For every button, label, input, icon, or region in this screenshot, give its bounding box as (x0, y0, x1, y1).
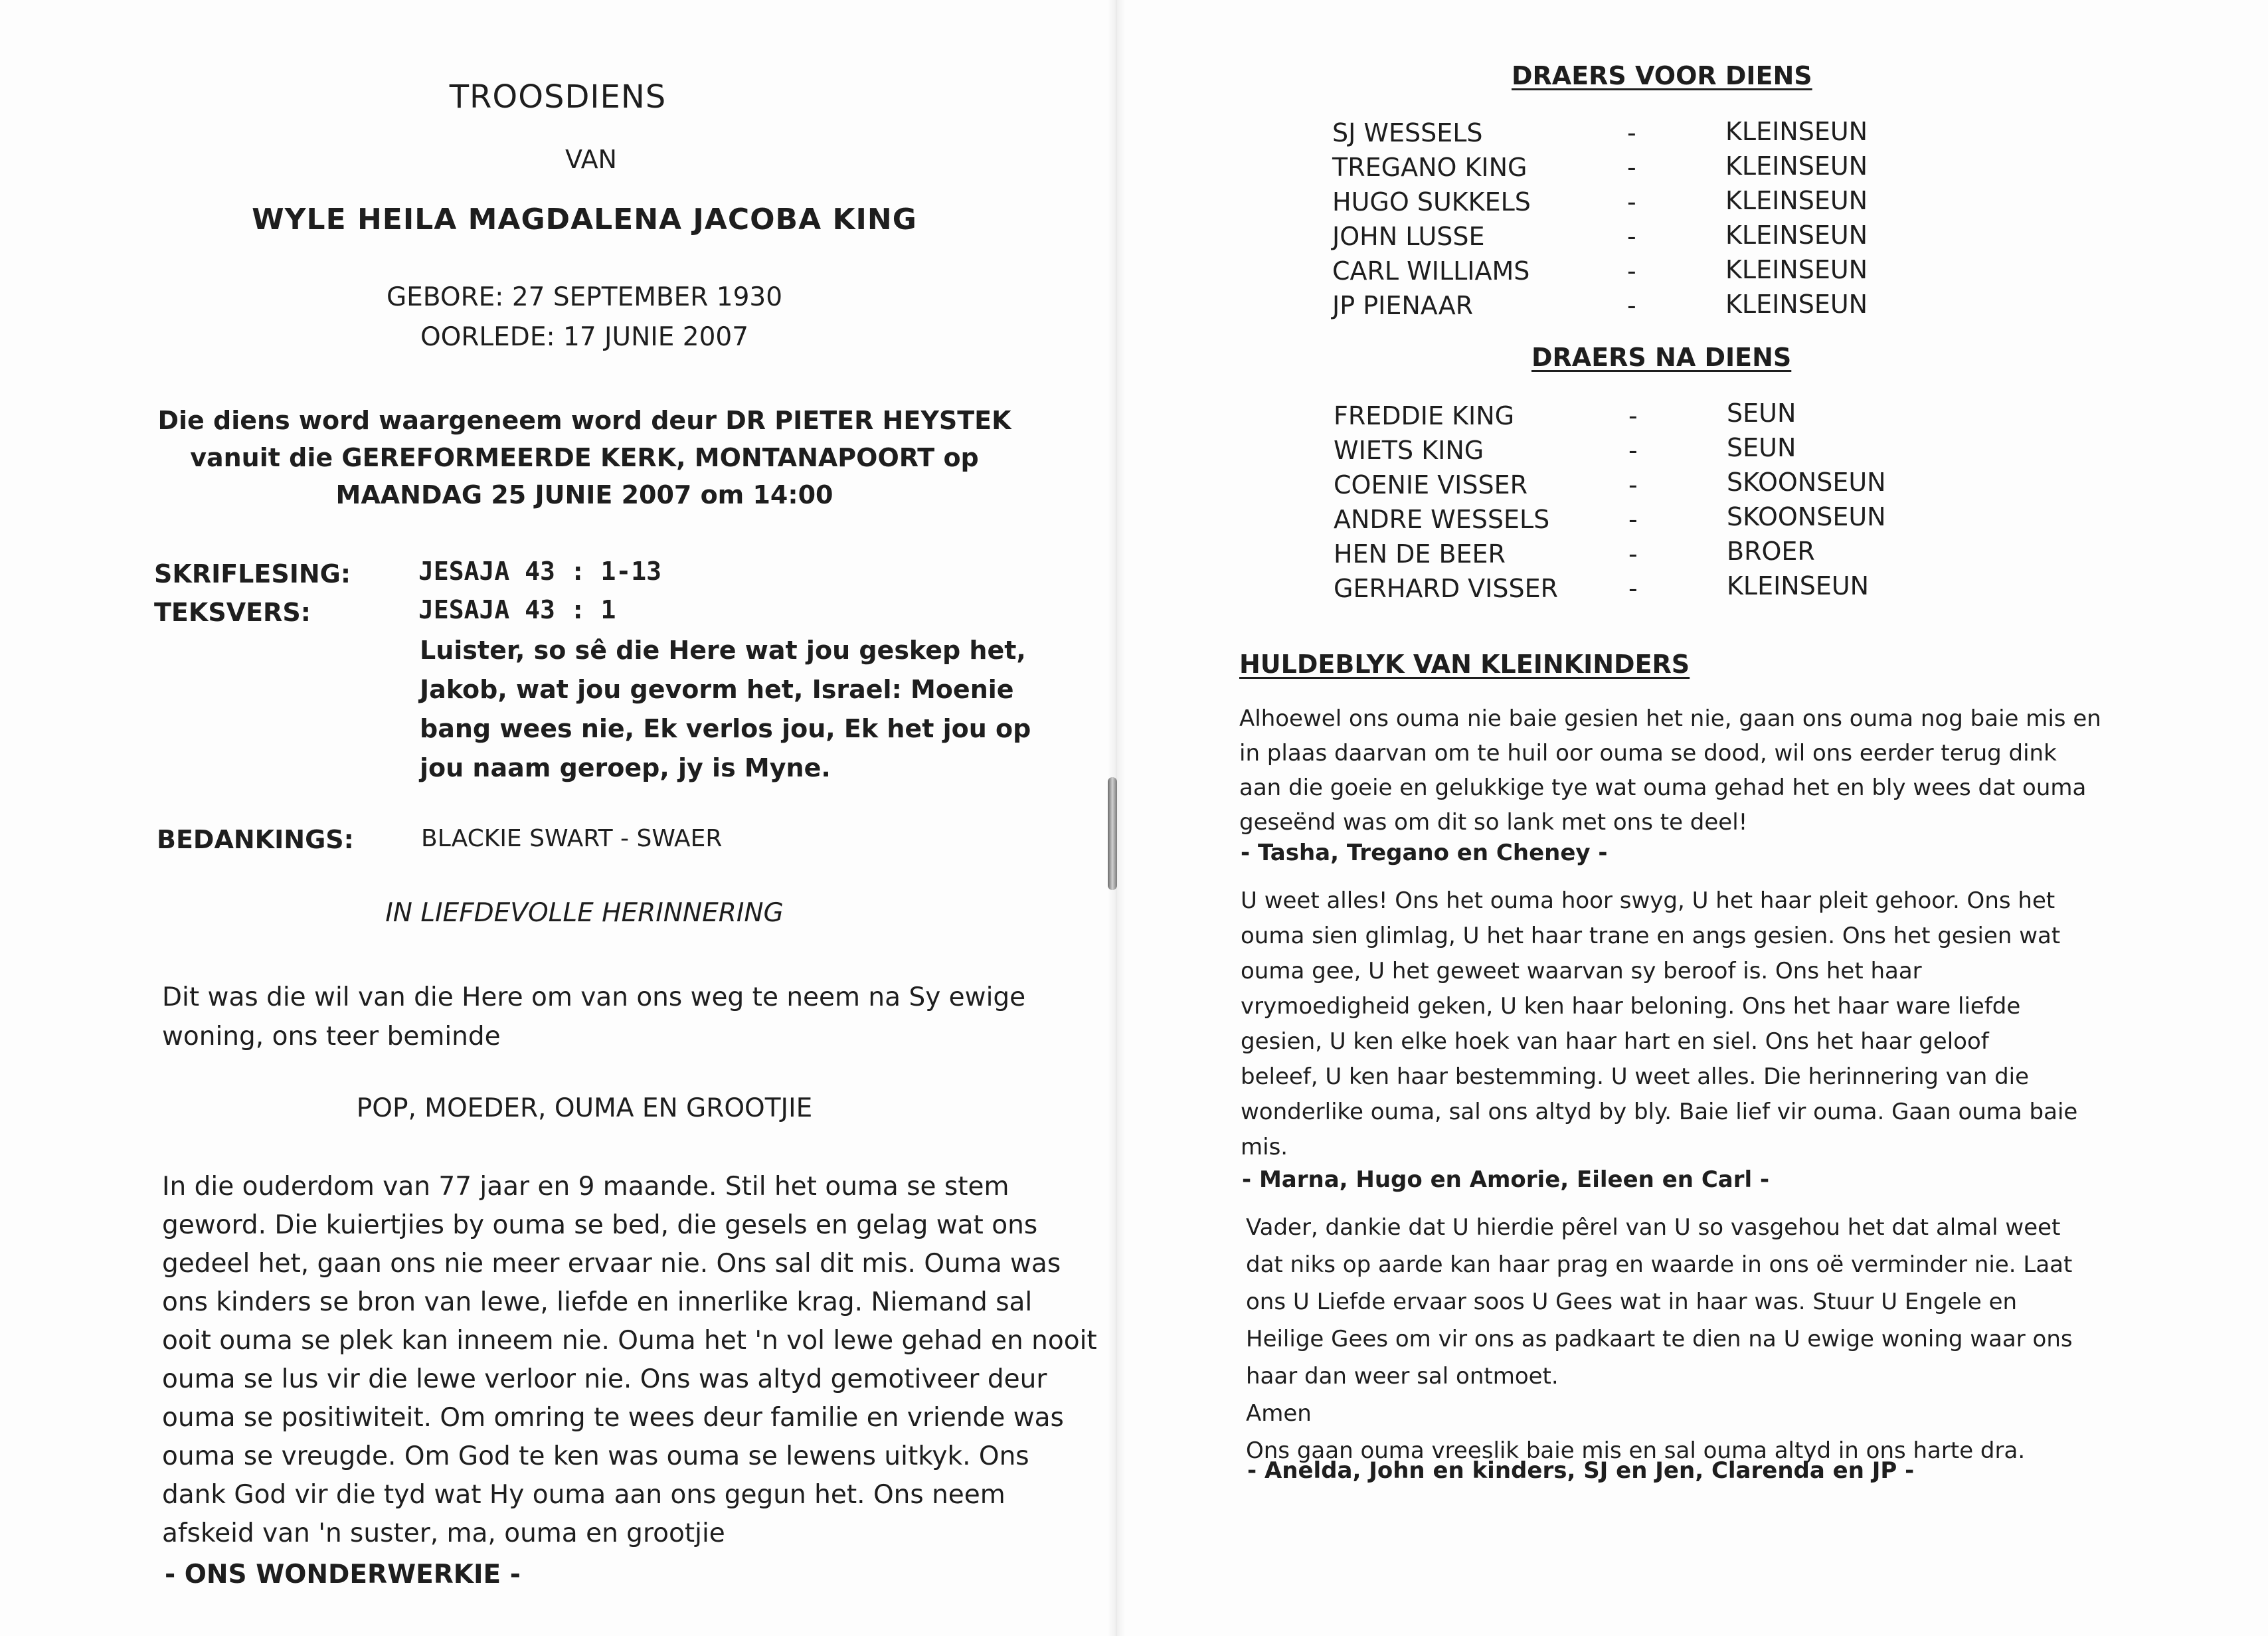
tribute-line: vrymoedigheid geken, U ken haar beloning. Ons het haar ware liefde (1241, 993, 2021, 1020)
deceased-name: WYLE HEILA MAGDALENA JACOBA KING (252, 203, 917, 236)
death-date: OORLEDE: 17 JUNIE 2007 (420, 322, 749, 352)
bearer-dash: - (1627, 187, 1636, 217)
right-page (1116, 0, 2268, 1636)
bearer-dash: - (1628, 401, 1638, 430)
bearer-relation: KLEINSEUN (1725, 186, 1868, 215)
skriflesing-label: SKRIFLESING: (154, 559, 351, 589)
body-line: gedeel het, gaan ons nie meer ervaar nie. Ons sal dit mis. Ouma was (162, 1249, 1061, 1279)
roles-heading: POP, MOEDER, OUMA EN GROOTJIE (356, 1093, 813, 1123)
tribute-line: Ons gaan ouma vreeslik baie mis en sal ouma altyd in ons harte dra. (1246, 1437, 2026, 1464)
bearers-after-heading: DRAERS NA DIENS (1531, 343, 1792, 372)
teksvers-label: TEKSVERS: (154, 598, 311, 627)
bearer-name: HEN DE BEER (1334, 539, 1506, 569)
bearer-relation: BROER (1727, 537, 1815, 566)
bearer-relation: KLEINSEUN (1725, 255, 1868, 284)
memory-heading: IN LIEFDEVOLLE HERINNERING (385, 898, 784, 928)
bearer-relation: KLEINSEUN (1725, 117, 1868, 146)
closing-line: - ONS WONDERWERKIE - (165, 1560, 521, 1590)
body-line: ouma se vreugde. Om God te ken was ouma se lewens uitkyk. Ons (162, 1441, 1029, 1471)
body-line: ouma se lus vir die lewe verloor nie. Ons was altyd gemotiveer deur (162, 1364, 1047, 1394)
birth-date: GEBORE: 27 SEPTEMBER 1930 (386, 282, 783, 312)
bearer-name: COENIE VISSER (1334, 470, 1528, 500)
service-line: vanuit die GEREFORMEERDE KERK, MONTANAPOORT op (190, 443, 979, 472)
bearer-dash: - (1628, 505, 1638, 534)
bearer-relation: KLEINSEUN (1725, 221, 1868, 250)
bearer-relation: SEUN (1727, 433, 1796, 462)
service-line: Die diens word waargeneem word deur DR PIETER HEYSTEK (157, 406, 1011, 435)
bearer-name: WIETS KING (1334, 436, 1484, 465)
tribute-line: beleef, U ken haar bestemming. U weet alles. Die herinnering van die (1241, 1063, 2030, 1090)
bearer-name: ANDRE WESSELS (1334, 505, 1550, 534)
tribute-1-signature: - Tasha, Tregano en Cheney - (1241, 840, 1608, 866)
bearer-name: GERHARD VISSER (1334, 574, 1559, 603)
tribute-line: Heilige Gees om vir ons as padkaart te dien na U ewige woning waar ons (1246, 1326, 2073, 1352)
left-page (0, 0, 1116, 1636)
body-line: dank God vir die tyd wat Hy ouma aan ons gegun het. Ons neem (162, 1480, 1005, 1510)
bearer-dash: - (1628, 539, 1638, 569)
tribute-line: ouma gee, U het geweet waarvan sy beroof is. Ons het haar (1241, 958, 1922, 984)
bearer-dash: - (1628, 470, 1638, 500)
bearer-dash: - (1627, 222, 1636, 251)
bearer-dash: - (1627, 256, 1636, 286)
tribute-line: wonderlike ouma, sal ons altyd by bly. Baie lief vir ouma. Gaan ouma baie (1241, 1099, 2078, 1125)
tribute-3 (1246, 1209, 2073, 1469)
body-line: geword. Die kuiertjies by ouma se bed, die gesels en gelag wat ons (162, 1210, 1038, 1240)
intro-line: Dit was die wil van die Here om van ons weg te neem na Sy ewige (162, 982, 1026, 1012)
tribute-line: Vader, dankie dat U hierdie pêrel van U so vasgehou het dat almal weet (1246, 1214, 2061, 1241)
bearers-before-heading: DRAERS VOOR DIENS (1512, 61, 1812, 90)
bearer-name: JOHN LUSSE (1332, 222, 1485, 251)
bearer-name: CARL WILLIAMS (1332, 256, 1530, 286)
body-line: ouma se positiwiteit. Om omring te wees deur familie en vriende was (162, 1403, 1064, 1433)
tribute-heading: HULDEBLYK VAN KLEINKINDERS (1239, 650, 1690, 679)
verse-line: Jakob, wat jou gevorm het, Israel: Moenie (420, 675, 1014, 704)
van-label: VAN (565, 145, 617, 174)
skriflesing-value: JESAJA 43 : 1-13 (418, 557, 662, 586)
service-line: MAANDAG 25 JUNIE 2007 om 14:00 (335, 480, 833, 509)
tribute-1 (1239, 701, 2101, 840)
body-line: afskeid van 'n suster, ma, ouma en grootjie (162, 1518, 725, 1548)
tribute-line: dat niks op aarde kan haar prag en waarde in ons oë verminder nie. Laat (1246, 1251, 2073, 1278)
body-line: In die ouderdom van 77 jaar en 9 maande. Stil het ouma se stem (162, 1172, 1009, 1202)
tribute-line: haar dan weer sal ontmoet. (1246, 1363, 1559, 1390)
teksvers-value: JESAJA 43 : 1 (418, 595, 616, 624)
bearer-relation: SKOONSEUN (1727, 502, 1886, 531)
tribute-line: in plaas daarvan om te huil oor ouma se dood, wil ons eerder terug dink (1239, 740, 2057, 767)
bedankings-value: BLACKIE SWART - SWAER (421, 825, 723, 852)
bearer-relation: KLEINSEUN (1725, 290, 1868, 319)
tribute-line: Alhoewel ons ouma nie baie gesien het nie, gaan ons ouma nog baie mis en (1239, 705, 2101, 732)
tribute-line: aan die goeie en gelukkige tye wat ouma gehad het en bly wees dat ouma (1239, 774, 2087, 801)
obituary-paragraph (162, 1168, 1097, 1553)
verse-line: bang wees nie, Ek verlos jou, Ek het jou op (420, 714, 1031, 743)
verse-line: jou naam geroep, jy is Myne. (420, 753, 831, 782)
bearer-dash: - (1627, 153, 1636, 182)
bearer-name: FREDDIE KING (1334, 401, 1515, 430)
intro-line: woning, ons teer beminde (162, 1022, 501, 1051)
bearer-dash: - (1627, 291, 1636, 320)
scripture-verse (420, 631, 1031, 788)
tribute-2-signature: - Marna, Hugo en Amorie, Eileen en Carl - (1242, 1166, 1770, 1193)
tribute-line: Amen (1246, 1400, 1312, 1427)
tribute-line: geseënd was om dit so lank met ons te deel! (1239, 809, 1748, 836)
bearer-dash: - (1627, 118, 1636, 147)
tribute-line: U weet alles! Ons het ouma hoor swyg, U het haar pleit gehoor. Ons het (1241, 887, 2055, 914)
service-details (0, 402, 1169, 513)
body-line: ooit ouma se plek kan inneem nie. Ouma het 'n vol lewe gehad en nooit (162, 1326, 1097, 1356)
bearer-relation: KLEINSEUN (1727, 571, 1870, 600)
bearer-relation: KLEINSEUN (1725, 151, 1868, 181)
bearer-name: HUGO SUKKELS (1332, 187, 1531, 217)
bearer-dash: - (1628, 436, 1638, 465)
verse-line: Luister, so sê die Here wat jou geskep het, (420, 636, 1026, 665)
bearer-dash: - (1628, 574, 1638, 603)
tribute-3-signature: - Anelda, John en kinders, SJ en Jen, Clarenda en JP - (1247, 1457, 1915, 1484)
bearer-relation: SKOONSEUN (1727, 468, 1886, 497)
tribute-line: gesien, U ken elke hoek van haar hart en siel. Ons het haar geloof (1241, 1028, 1989, 1055)
tribute-line: ons U Liefde ervaar soos U Gees wat in haar was. Stuur U Engele en (1246, 1289, 2018, 1315)
bearer-name: SJ WESSELS (1332, 118, 1483, 147)
bedankings-label: BEDANKINGS: (157, 825, 354, 854)
page-title: TROOSDIENS (449, 78, 667, 116)
bearer-relation: SEUN (1727, 399, 1796, 428)
tribute-line: ouma sien glimlag, U het haar trane en angs gesien. Ons het gesien wat (1241, 923, 2061, 949)
body-line: ons kinders se bron van lewe, liefde en innerlike krag. Niemand sal (162, 1287, 1033, 1317)
tribute-line: mis. (1241, 1134, 1288, 1160)
bearer-name: JP PIENAAR (1332, 291, 1474, 320)
intro-paragraph (162, 978, 1025, 1056)
tribute-2 (1241, 883, 2077, 1165)
bearer-name: TREGANO KING (1332, 153, 1527, 182)
